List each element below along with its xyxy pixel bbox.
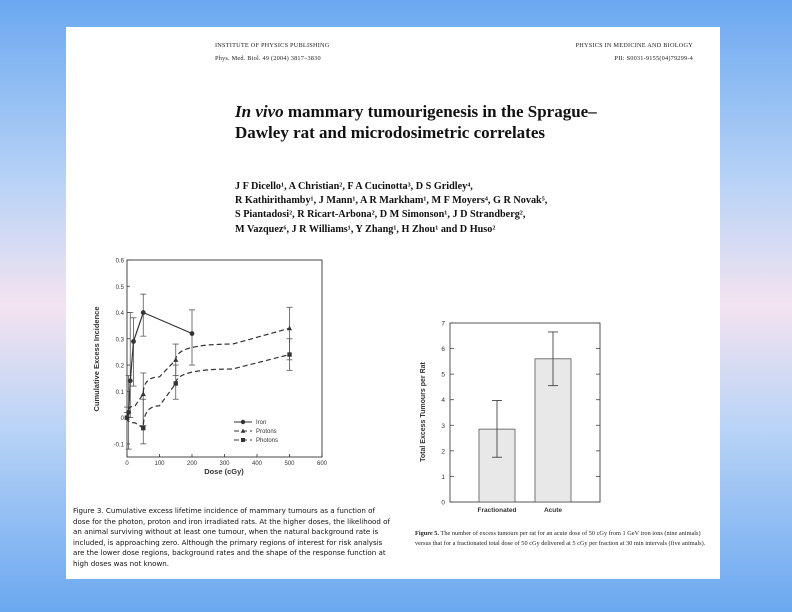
- author-list: [235, 180, 635, 237]
- fig3-protons-point: [141, 391, 146, 396]
- fig3-iron-point: [128, 378, 133, 383]
- fig3-protons-point: [173, 357, 178, 362]
- fig3-legend-iron-marker: [241, 420, 245, 424]
- fig3-iron-point: [131, 339, 136, 344]
- figure-5-caption: [415, 529, 715, 548]
- figure-5-chart: [415, 317, 615, 522]
- fig3-x-tick-label: 500: [284, 461, 295, 467]
- fig3-legend-protons-label: Protons: [256, 429, 277, 436]
- journal-header: PHYSICS IN MEDICINE AND BIOLOGY: [575, 42, 693, 49]
- fig5-plot-frame: [450, 323, 600, 502]
- fig3-legend-iron-label: Iron: [256, 420, 267, 427]
- fig3-plot-frame: [127, 260, 322, 457]
- fig3-x-tick-label: 100: [154, 461, 165, 467]
- fig3-photons-point: [287, 352, 291, 356]
- fig3-legend-photons-marker: [241, 438, 245, 442]
- author-line: R Kathirithamby¹, J Mann¹, A R Markham¹, M F Moyers⁴, G R Novak⁵,: [235, 195, 548, 207]
- figure-3-caption: Figure 3. Cumulative excess lifetime incidence of mammary tumours as a function of dose for the photon, proton and iron irradiated rats. At the higher doses, the likelihood of an animal surviving without at least one tumour, when the natural background rate is included, is approaching zero. Although the primary regions of interest for risk analysis are the lower dose regions, background rates and the shape of the response function at high doses was not known.: [73, 506, 390, 568]
- fig3-y-axis-label: Cumulative Excess Incidence: [92, 306, 101, 412]
- fig5-y-tick-label: 5: [441, 371, 445, 379]
- fig5-y-tick-label: 4: [441, 397, 445, 405]
- paper-page: [66, 27, 720, 579]
- fig5-y-tick-label: 2: [441, 448, 445, 456]
- fig3-iron-line: [127, 313, 192, 418]
- fig3-iron-point: [190, 331, 195, 336]
- fig5-y-tick-label: 6: [441, 346, 445, 354]
- fig3-x-tick-label: 0: [125, 461, 129, 467]
- fig3-y-tick-label: 0.5: [115, 284, 124, 291]
- fig3-x-tick-label: 400: [251, 461, 263, 467]
- fig5-y-tick-label: 3: [441, 422, 445, 430]
- fig3-iron-point: [141, 310, 146, 315]
- fig3-x-axis-label: Dose (cGy): [204, 467, 244, 476]
- fig5-y-tick-label: 0: [441, 499, 445, 507]
- fig3-x-tick-label: 200: [186, 461, 198, 467]
- fig3-y-tick-label: 0.3: [115, 337, 124, 344]
- citation-header: Phys. Med. Biol. 49 (2004) 3817–3830: [215, 55, 321, 62]
- fig3-photons-point: [141, 426, 145, 430]
- fig3-y-tick-label: 0.6: [115, 258, 124, 265]
- fig3-y-tick-label: 0.1: [115, 389, 124, 396]
- fig3-y-tick-label: 0: [120, 416, 124, 423]
- fig3-x-tick-label: 300: [219, 461, 230, 467]
- fig3-protons-point: [287, 326, 292, 331]
- figure-5-caption-text: The number of excess tumours per rat for an acute dose of 50 cGy from 1 GeV iron ions (nine animals) versus that for a fractionated total dose of 50 cGy delivered at 5 cGy per fraction at 30 min intervals (five animals).: [415, 530, 706, 547]
- fig5-y-tick-label: 1: [441, 473, 445, 481]
- fig3-photons-line: [127, 355, 290, 429]
- fig5-y-tick-label: 7: [441, 320, 445, 328]
- fig3-y-tick-label: 0.4: [115, 311, 124, 318]
- publisher-header: INSTITUTE OF PHYSICS PUBLISHING: [215, 42, 330, 49]
- fig5-category-label: Fractionated: [477, 507, 517, 514]
- fig3-photons-point: [125, 415, 129, 419]
- fig3-y-tick-label: -0.1: [113, 442, 124, 449]
- title-italic: In vivo: [235, 102, 284, 121]
- fig5-category-label: Acute: [543, 507, 563, 514]
- title-rest: mammary tumourigenesis in the Sprague–Dawley rat and microdosimetric correlates: [235, 102, 597, 142]
- paper-title: [235, 101, 625, 143]
- fig5-y-axis-label: Total Excess Tumours per Rat: [420, 362, 427, 462]
- fig3-x-tick-label: 600: [316, 461, 328, 467]
- fig3-protons-line: [127, 328, 290, 417]
- fig3-y-tick-label: 0.2: [115, 363, 124, 370]
- author-line: M Vazquez⁶, J R Williams¹, Y Zhang¹, H Zhou¹ and D Huso²: [235, 223, 496, 235]
- figure-5-label: Figure 5.: [415, 530, 440, 537]
- pii-header: PII: S0031-9155(04)79299-4: [614, 55, 693, 62]
- fig3-legend-photons-label: Photons: [256, 438, 279, 445]
- author-line: J F Dicello¹, A Christian², F A Cucinotta³, D S Gridley⁴,: [235, 181, 473, 192]
- figure-3-chart: [86, 252, 326, 477]
- fig3-photons-point: [174, 381, 178, 385]
- author-line: S Piantadosi², R Ricart-Arbona², D M Simonson¹, J D Strandberg²,: [235, 209, 526, 221]
